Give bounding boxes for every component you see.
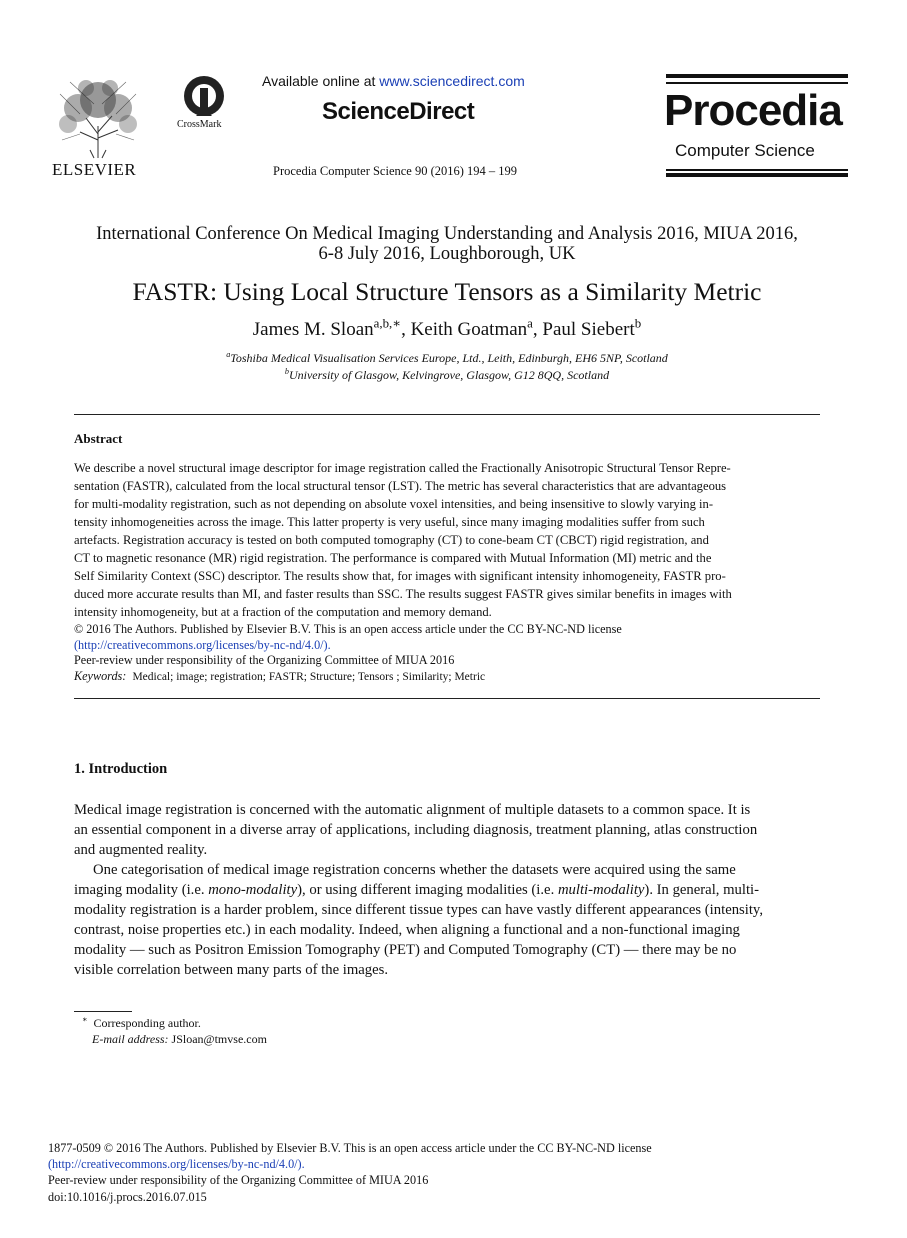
abstract-line: Self Similarity Context (SSC) descriptor. The results show that, for images with significant intensity inhomogeneity, FASTR pro- bbox=[74, 569, 726, 583]
peer-review-text: Peer-review under responsibility of the Organizing Committee of MIUA 2016 bbox=[74, 653, 455, 667]
sciencedirect-link[interactable]: www.sciencedirect.com bbox=[379, 73, 525, 89]
author-affil-mark: a bbox=[527, 315, 533, 331]
paragraph-line: modality — such as Positron Emission Tomography (PET) and Computed Tomography (CT) — there may be no bbox=[74, 942, 737, 958]
abstract-bottom-rule bbox=[74, 698, 820, 699]
author-affil-mark: b bbox=[634, 315, 642, 331]
procedia-top-rule-thin bbox=[666, 82, 848, 84]
footnote-corresponding: ∗ Corresponding author. bbox=[82, 1015, 201, 1030]
abstract-line: CT to magnetic resonance (MR) rigid registration. The performance is compared with Mutual Information (MI) metric and the bbox=[74, 551, 712, 565]
author-name: Keith Goatman bbox=[410, 319, 528, 340]
email-label: E-mail address: bbox=[92, 1032, 169, 1046]
footnote-mark: ∗ bbox=[82, 1015, 88, 1024]
procedia-bottom-rule bbox=[666, 169, 848, 171]
page-footer bbox=[48, 1140, 652, 1205]
footer-license: 1877-0509 © 2016 The Authors. Published by Elsevier B.V. This is an open access article under the CC BY-NC-ND license bbox=[48, 1141, 652, 1155]
footer-doi[interactable]: doi:10.1016/j.procs.2016.07.015 bbox=[48, 1189, 207, 1204]
emphasis-multi-modality: multi-modality bbox=[557, 882, 645, 898]
footer-peer-review: Peer-review under responsibility of the Organizing Committee of MIUA 2016 bbox=[48, 1173, 429, 1188]
paragraph-line: and augmented reality. bbox=[74, 842, 208, 858]
conference-line-2: 6-8 July 2016, Loughborough, UK bbox=[318, 244, 576, 264]
crossmark-icon bbox=[176, 74, 234, 118]
abstract-line: tensity inhomogeneities across the image. This latter property is very useful, since many imaging modalities suffer from such bbox=[74, 515, 705, 529]
paragraph-line: an essential component in a diverse array of applications, including diagnosis, treatment planning, atlas construction bbox=[74, 822, 758, 838]
abstract-top-rule bbox=[74, 414, 820, 415]
footnote-rule bbox=[74, 1011, 132, 1012]
author-list: James M. Sloan$^{a,b,∗}$, Keith Goatman$^a$, Paul Siebert$^b$ bbox=[252, 315, 642, 340]
paragraph-line: visible correlation between many parts of the images. bbox=[74, 962, 389, 978]
abstract-heading: Abstract bbox=[74, 431, 123, 446]
author-name: James M. Sloan bbox=[252, 319, 374, 340]
elsevier-tree-icon bbox=[50, 74, 146, 160]
keywords-list: Medical; image; registration; FASTR; Structure; Tensors ; Similarity; Metric bbox=[132, 670, 486, 683]
crossmark-logo[interactable] bbox=[176, 74, 234, 134]
crossmark-label: CrossMark bbox=[177, 119, 222, 130]
emphasis-mono-modality: mono-modality bbox=[208, 882, 298, 898]
abstract-license bbox=[74, 622, 820, 685]
abstract-line: intensity inhomogeneity, but at a fraction of the computation and memory demand. bbox=[74, 605, 492, 619]
abstract-line: for multi-modality registration, such as not depending on absolute voxel intensities, and being insensitive to slowly varying in- bbox=[74, 497, 714, 511]
elsevier-wordmark: ELSEVIER bbox=[52, 160, 137, 179]
available-online-line bbox=[262, 73, 525, 89]
license-link[interactable]: (http://creativecommons.org/licenses/by-nc-nd/4.0/). bbox=[74, 637, 331, 652]
abstract-line: artefacts. Registration accuracy is tested on both computed tomography (CT) to cone-beam CT (CBCT) rigid registration, and bbox=[74, 533, 709, 547]
intro-paragraph-1 bbox=[74, 800, 820, 860]
available-online-prefix: Available online at bbox=[262, 73, 380, 89]
elsevier-logo bbox=[50, 74, 146, 178]
footer-license-link[interactable]: (http://creativecommons.org/licenses/by-nc-nd/4.0/). bbox=[48, 1157, 305, 1172]
license-text: © 2016 The Authors. Published by Elsevier B.V. This is an open access article under the CC BY-NC-ND license bbox=[74, 622, 622, 636]
paragraph-line: modality registration is a harder problem, since different tissue types can have vastly different appearances (intensity, bbox=[74, 902, 763, 918]
conference-line-1: International Conference On Medical Imaging Understanding and Analysis 2016, MIUA 2016, bbox=[96, 224, 798, 244]
paragraph-line: One categorisation of medical image registration concerns whether the datasets were acquired using the same bbox=[93, 862, 736, 878]
journal-reference: Procedia Computer Science 90 (2016) 194 – 199 bbox=[273, 164, 518, 178]
author-name: Paul Siebert bbox=[542, 319, 635, 340]
procedia-logo bbox=[666, 74, 848, 176]
keywords-label: Keywords: bbox=[74, 668, 127, 683]
sciencedirect-title: ScienceDirect bbox=[322, 98, 475, 125]
abstract-line: We describe a novel structural image descriptor for image registration called the Fractionally Anisotropic Structural Tensor Repre- bbox=[74, 461, 731, 475]
email-address[interactable]: JSloan@tmvse.com bbox=[171, 1032, 267, 1046]
paragraph-line: Medical image registration is concerned with the automatic alignment of multiple datasets to a common space. It is bbox=[74, 802, 751, 818]
procedia-bottom-rule-thick bbox=[666, 173, 848, 177]
procedia-top-rule bbox=[666, 74, 848, 78]
procedia-title: Procedia bbox=[664, 86, 842, 135]
abstract-line: duced more accurate results than MI, and faster results than SSC. The results suggest FASTR gives similar benefits in images with bbox=[74, 587, 732, 601]
paragraph-line: contrast, noise properties etc.) in each modality. Indeed, when aligning a functional and a non-functional imaging bbox=[74, 922, 740, 938]
affiliation-b: $^b$University of Glasgow, Kelvingrove, Glasgow, G12 8QQ, Scotland bbox=[284, 367, 610, 382]
keywords-line bbox=[74, 669, 820, 686]
paper-title: FASTR: Using Local Structure Tensors as a Similarity Metric bbox=[132, 277, 762, 306]
section-heading-introduction: 1. Introduction bbox=[74, 761, 168, 777]
abstract-line: sentation (FASTR), calculated from the local structural tensor (LST). The metric has several characteristics that are advantageous bbox=[74, 479, 727, 493]
procedia-subtitle: Computer Science bbox=[675, 141, 815, 160]
intro-paragraph-2 bbox=[74, 860, 820, 980]
affiliation-a: $^a$Toshiba Medical Visualisation Services Europe, Ltd., Leith, Edinburgh, EH6 5NP, Scotland bbox=[226, 350, 668, 365]
paragraph-line: imaging modality (i.e. mono-modality), or using different imaging modalities (i.e. multi-modality). In general, multi- bbox=[74, 882, 760, 898]
abstract-body bbox=[74, 459, 820, 621]
author-affil-mark: a,b,∗ bbox=[373, 315, 402, 331]
footnote-email bbox=[92, 1032, 267, 1047]
